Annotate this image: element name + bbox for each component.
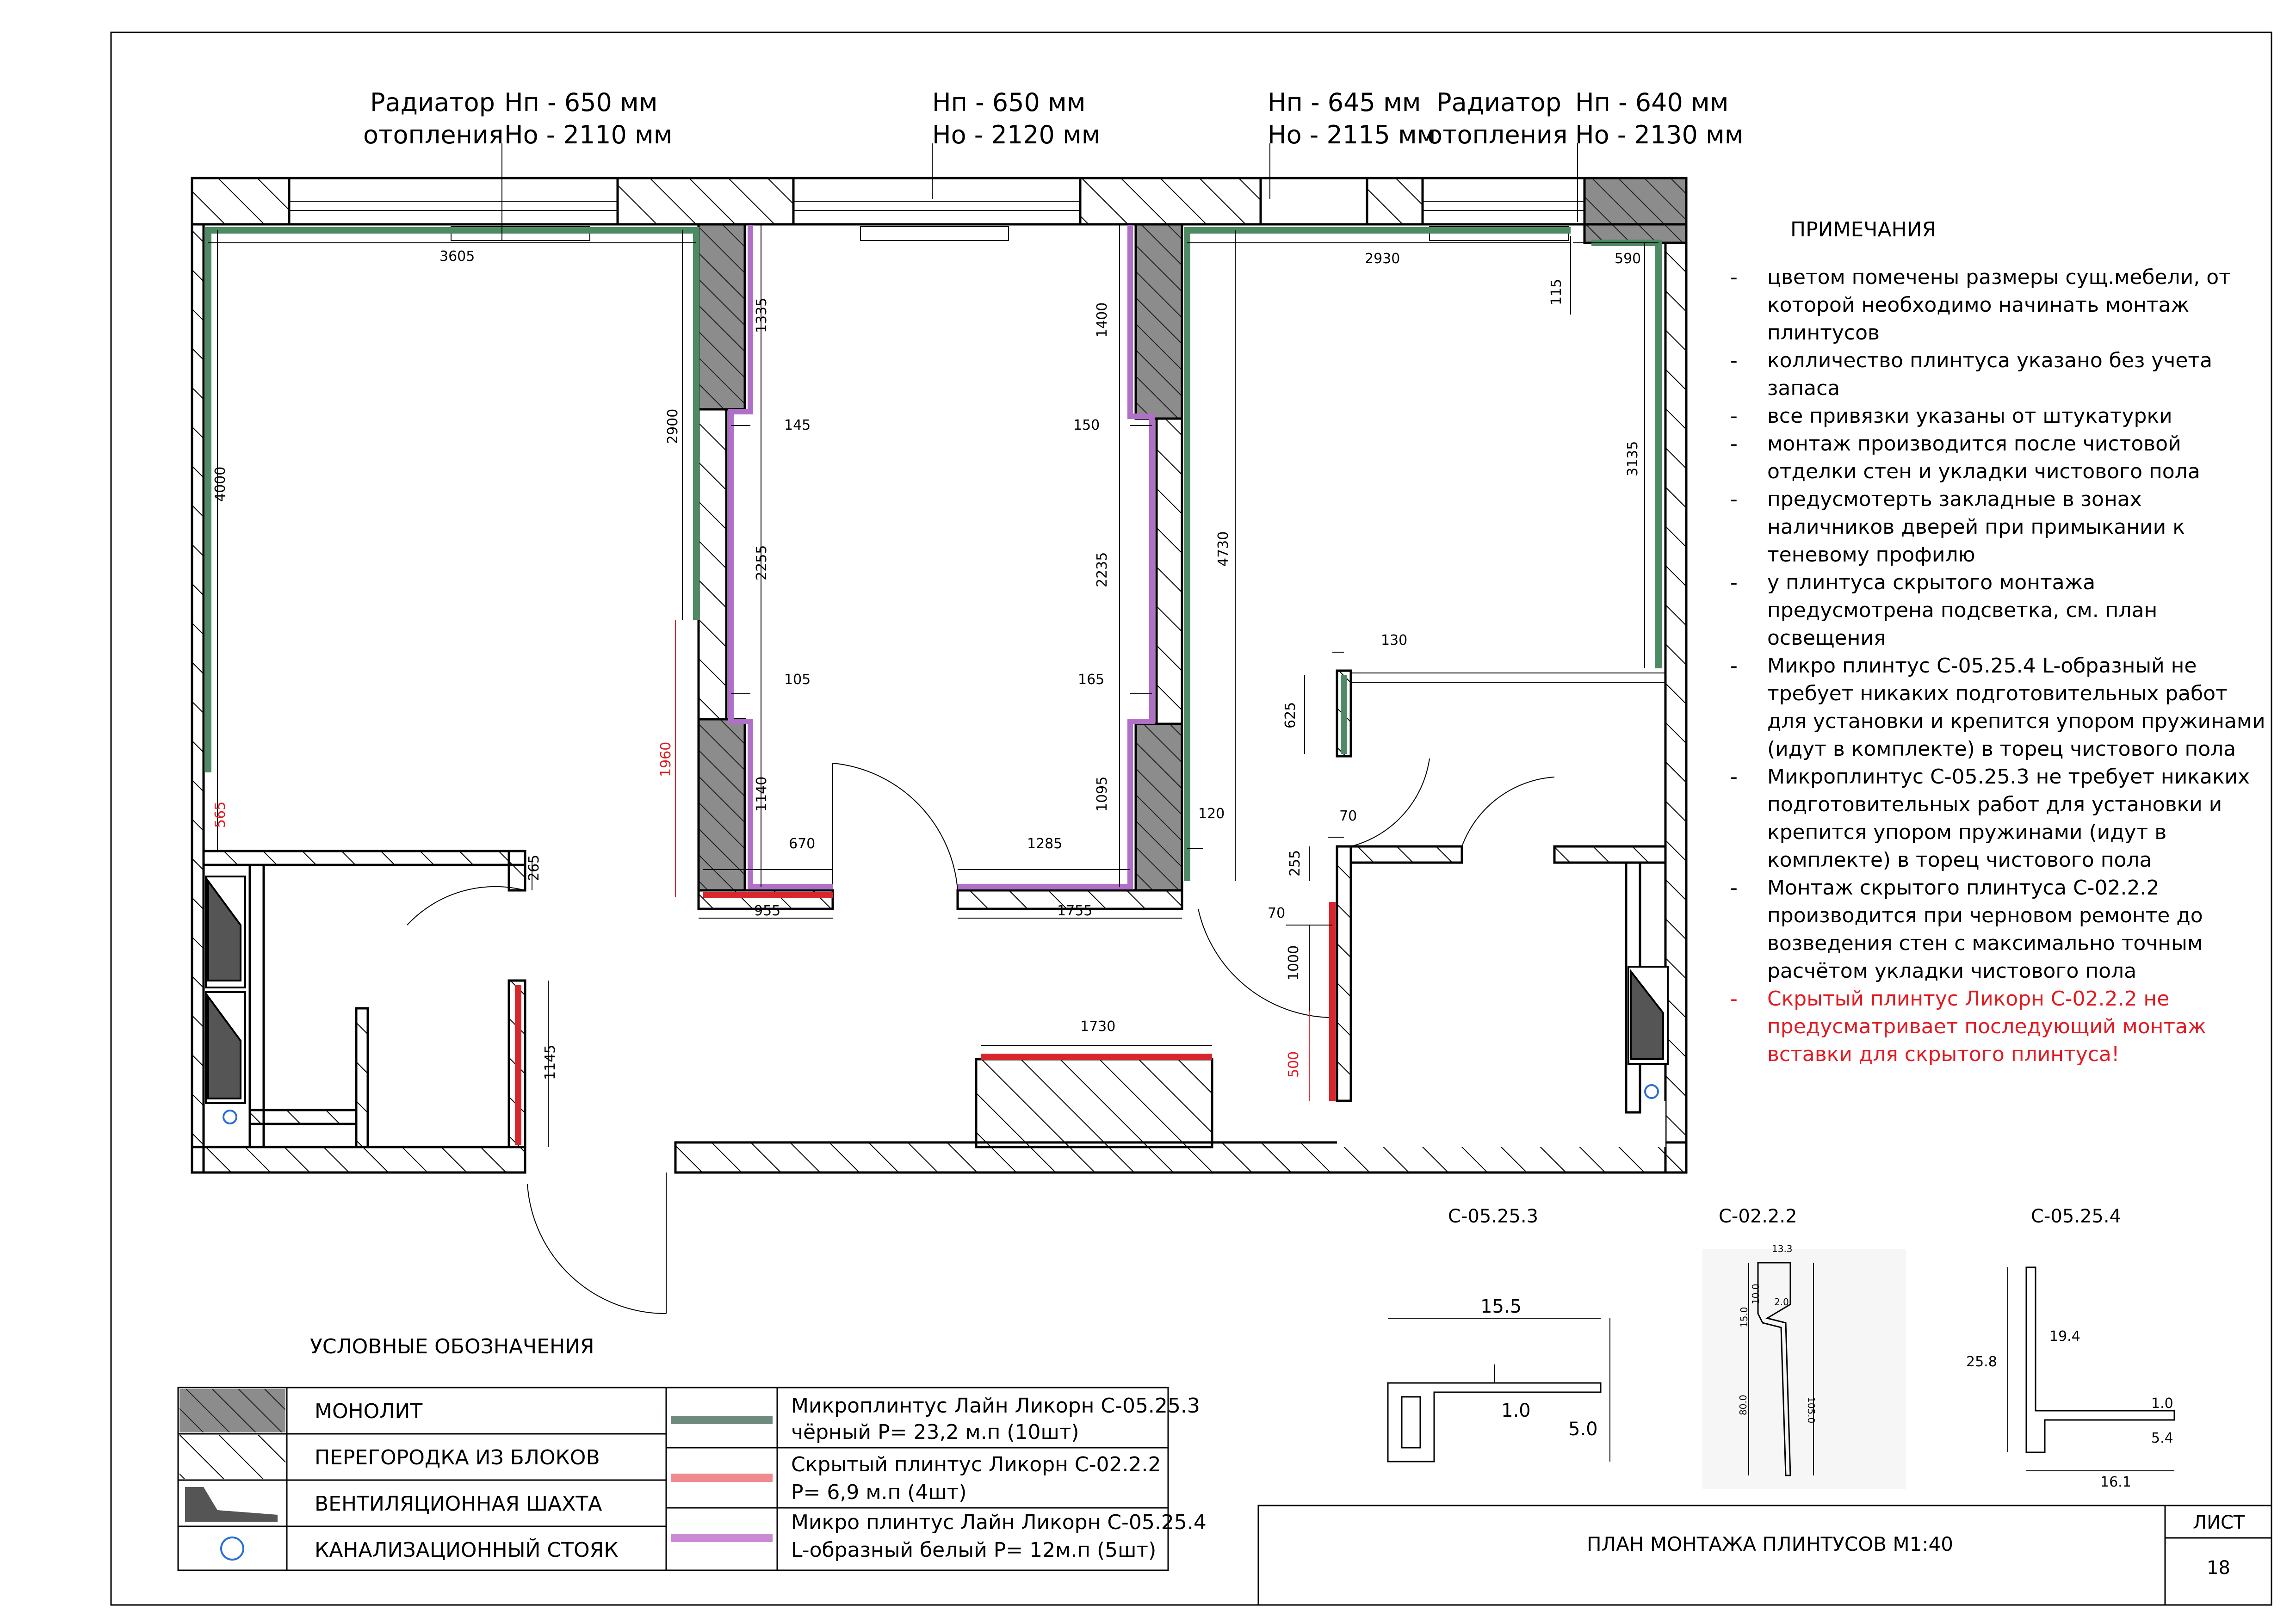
- notes-list: [1730, 264, 2265, 1068]
- dim-1335: 1335: [754, 297, 770, 333]
- note-line: Микроплинтус С-05.25.3 не требует никаких: [1767, 765, 2250, 789]
- dim-145: 145: [784, 417, 811, 433]
- plinth-violet: [731, 225, 1152, 887]
- dim-105: 105: [784, 672, 811, 688]
- note-item: [1730, 985, 2262, 1068]
- note-bullet: -: [1730, 349, 1738, 372]
- profile-2-top: 13.3: [1772, 1243, 1793, 1254]
- note-line: для установки и крепится упором пружинами: [1767, 710, 2265, 733]
- legend-title: УСЛОВНЫЕ ОБОЗНАЧЕНИЯ: [310, 1335, 594, 1358]
- note-line: отделки стен и укладки чистового пола: [1767, 460, 2200, 483]
- note-line: теневому профилю: [1767, 543, 1975, 567]
- radiator-label-4-hp: Нп - 640 мм: [1575, 88, 1729, 117]
- note-line: освещения: [1767, 626, 1886, 650]
- note-line: подготовительных работ для установки и: [1767, 793, 2222, 816]
- dim-590: 590: [1615, 251, 1641, 267]
- dim-3135: 3135: [1625, 441, 1641, 476]
- profile-2-s1: 15.0: [1739, 1307, 1750, 1327]
- note-line: предусматривает последующий монтаж: [1767, 1015, 2206, 1038]
- note-bullet: -: [1730, 876, 1738, 900]
- notes-title: ПРИМЕЧАНИЯ: [1790, 218, 1937, 241]
- dim-565: 565: [212, 801, 229, 828]
- dim-2900: 2900: [665, 408, 681, 444]
- radiator-label-1-hp: Нп - 650 мм: [504, 88, 658, 117]
- dim-3605: 3605: [439, 248, 475, 265]
- note-line: колличество плинтуса указано без учета: [1767, 349, 2213, 372]
- dim-70b: 70: [1268, 905, 1286, 921]
- radiator-label-4-name: Радиатор: [1436, 88, 1561, 117]
- legend-plinth-3-l1: Микро плинтус Лайн Ликорн С-05.25.4: [791, 1511, 1207, 1534]
- dim-500: 500: [1286, 1051, 1302, 1078]
- legend-vent-shaft: ВЕНТИЛЯЦИОННАЯ ШАХТА: [315, 1492, 602, 1516]
- radiator-label-4-ho: Но - 2130 мм: [1575, 120, 1744, 149]
- note-item: [1730, 486, 2262, 569]
- walls: [192, 178, 1686, 1173]
- dim-1140: 1140: [754, 776, 770, 812]
- note-item: [1730, 874, 2262, 985]
- note-line: требует никаких подготовительных работ: [1767, 682, 2228, 705]
- note-line: у плинтуса скрытого монтажа: [1767, 571, 2096, 594]
- note-line: Скрытый плинтус Ликорн С-02.2.2 не: [1767, 987, 2170, 1011]
- note-line: Монтаж скрытого плинтуса С-02.2.2: [1767, 876, 2160, 900]
- note-line: все привязки указаны от штукатурки: [1767, 404, 2172, 428]
- note-bullet: -: [1730, 765, 1738, 789]
- profile-3-upper: 19.4: [2049, 1328, 2080, 1345]
- profile-1-width: 15.5: [1480, 1296, 1522, 1317]
- dim-120: 120: [1198, 806, 1225, 822]
- note-bullet: -: [1730, 654, 1738, 678]
- dim-625: 625: [1282, 702, 1299, 728]
- dim-70a: 70: [1339, 808, 1357, 824]
- note-item: [1730, 763, 2262, 874]
- plinth-green: [208, 230, 1659, 881]
- profile-1-b: 5.0: [1568, 1419, 1598, 1440]
- note-line: возведения стен с максимально точным: [1767, 932, 2203, 955]
- note-bullet: -: [1730, 987, 1738, 1011]
- profile-3-code: С-05.25.4: [2031, 1206, 2122, 1227]
- dim-1400: 1400: [1094, 302, 1110, 338]
- legend-sewer-riser: КАНАЛИЗАЦИОННЫЙ СТОЯК: [315, 1538, 619, 1562]
- note-bullet: -: [1730, 432, 1738, 456]
- profile-1-a: 1.0: [1501, 1400, 1531, 1421]
- profile-3-lower: 5.4: [2151, 1430, 2173, 1446]
- note-line: запаса: [1767, 376, 1840, 400]
- door-swings: [407, 759, 1554, 1317]
- legend-plinth-2-l2: Р= 6,9 м.п (4шт): [791, 1481, 967, 1504]
- profile-1-code: С-05.25.3: [1448, 1206, 1539, 1227]
- note-item: [1730, 652, 2265, 763]
- legend-monolith: МОНОЛИТ: [315, 1400, 423, 1423]
- sheet-label: ЛИСТ: [2193, 1512, 2245, 1533]
- radiator-label-2-ho: Но - 2120 мм: [932, 120, 1101, 149]
- dim-4730: 4730: [1215, 531, 1232, 567]
- note-line: расчётом укладки чистового пола: [1767, 959, 2137, 983]
- note-line: цветом помечены размеры сущ.мебели, от: [1767, 265, 2231, 289]
- note-line: крепится упором пружинами (идут в: [1767, 821, 2167, 844]
- profile-3-gap: 1.0: [2151, 1395, 2173, 1412]
- radiator-label-1-name2: отопления: [363, 120, 504, 149]
- note-item: [1730, 569, 2262, 652]
- note-line: производится при черновом ремонте до: [1767, 904, 2203, 927]
- legend-block-partition: ПЕРЕГОРОДКА ИЗ БЛОКОВ: [315, 1446, 600, 1469]
- radiator-label-1-name: Радиатор: [370, 88, 495, 117]
- radiator-label-2-hp: Нп - 650 мм: [932, 88, 1086, 117]
- note-bullet: -: [1730, 571, 1738, 594]
- note-bullet: -: [1730, 404, 1738, 428]
- note-bullet: -: [1730, 265, 1738, 289]
- dim-130: 130: [1381, 632, 1408, 648]
- radiator-label-3-hp: Нп - 645 мм: [1268, 88, 1421, 117]
- dim-955: 955: [754, 903, 781, 919]
- dim-1730: 1730: [1080, 1018, 1116, 1035]
- note-line: наличников дверей при примыкании к: [1767, 515, 2185, 539]
- legend-plinth-3-l2: L-образный белый Р= 12м.п (5шт): [791, 1538, 1157, 1562]
- dim-1755: 1755: [1057, 903, 1093, 919]
- dim-265: 265: [526, 854, 542, 881]
- note-line: (идут в комплекте) в торец чистового пола: [1767, 737, 2236, 761]
- profile-2-h2: 105.0: [1806, 1397, 1817, 1424]
- note-line: комплекте) в торец чистового пола: [1767, 848, 2152, 872]
- sheet-number: 18: [2207, 1557, 2230, 1579]
- dim-1095: 1095: [1094, 776, 1110, 812]
- legend-plinth-1-l2: чёрный Р= 23,2 м.п (10шт): [791, 1420, 1079, 1444]
- dim-165: 165: [1078, 672, 1105, 688]
- note-item: [1730, 347, 2262, 402]
- note-line: плинтусов: [1767, 321, 1880, 345]
- legend-plinth-1-l1: Микроплинтус Лайн Ликорн С-05.25.3: [791, 1394, 1200, 1418]
- note-line: которой необходимо начинать монтаж: [1767, 293, 2190, 317]
- radiator-label-4-name2: отопления: [1427, 120, 1568, 149]
- dim-150: 150: [1073, 417, 1100, 433]
- profile-sections: [1388, 1249, 2174, 1489]
- dim-1285: 1285: [1027, 836, 1063, 852]
- dim-255: 255: [1287, 850, 1303, 876]
- dim-1960: 1960: [658, 741, 674, 777]
- dim-2255: 2255: [754, 545, 770, 580]
- note-bullet: -: [1730, 488, 1738, 511]
- note-line: Микро плинтус С-05.25.4 L-образный не: [1767, 654, 2197, 678]
- dim-1000: 1000: [1286, 945, 1302, 981]
- dim-4000: 4000: [212, 466, 229, 502]
- dimension-lines: [208, 143, 1659, 1147]
- dim-1145: 1145: [542, 1044, 558, 1080]
- dim-2235: 2235: [1094, 552, 1110, 587]
- note-line: монтаж производится после чистовой: [1767, 432, 2181, 456]
- profile-2-s2: 10.0: [1750, 1284, 1761, 1304]
- note-item: [1730, 264, 2262, 347]
- profile-2-code: С-02.2.2: [1719, 1206, 1797, 1227]
- dim-2930: 2930: [1365, 251, 1400, 267]
- radiator-label-3-ho: Но - 2115 мм: [1268, 120, 1436, 149]
- note-line: вставки для скрытого плинтуса!: [1767, 1043, 2120, 1066]
- sheet-title: ПЛАН МОНТАЖА ПЛИНТУСОВ М1:40: [1587, 1533, 1953, 1555]
- profile-2-h1: 80.0: [1738, 1395, 1749, 1415]
- vent-shafts: [206, 876, 1668, 1123]
- profile-3-width: 16.1: [2100, 1474, 2131, 1490]
- dim-670: 670: [789, 836, 816, 852]
- note-line: предусмотерть закладные в зонах: [1767, 488, 2142, 511]
- note-line: предусмотрена подсветка, см. план: [1767, 599, 2158, 622]
- note-item: [1730, 402, 2262, 430]
- dim-115: 115: [1548, 278, 1565, 305]
- legend-plinth-2-l1: Скрытый плинтус Ликорн С-02.2.2: [791, 1453, 1161, 1476]
- profile-2-s3: 2.0: [1774, 1296, 1789, 1308]
- profile-3-total: 25.8: [1966, 1354, 1997, 1370]
- note-item: [1730, 430, 2262, 486]
- radiator-label-1-ho: Но - 2110 мм: [504, 120, 673, 149]
